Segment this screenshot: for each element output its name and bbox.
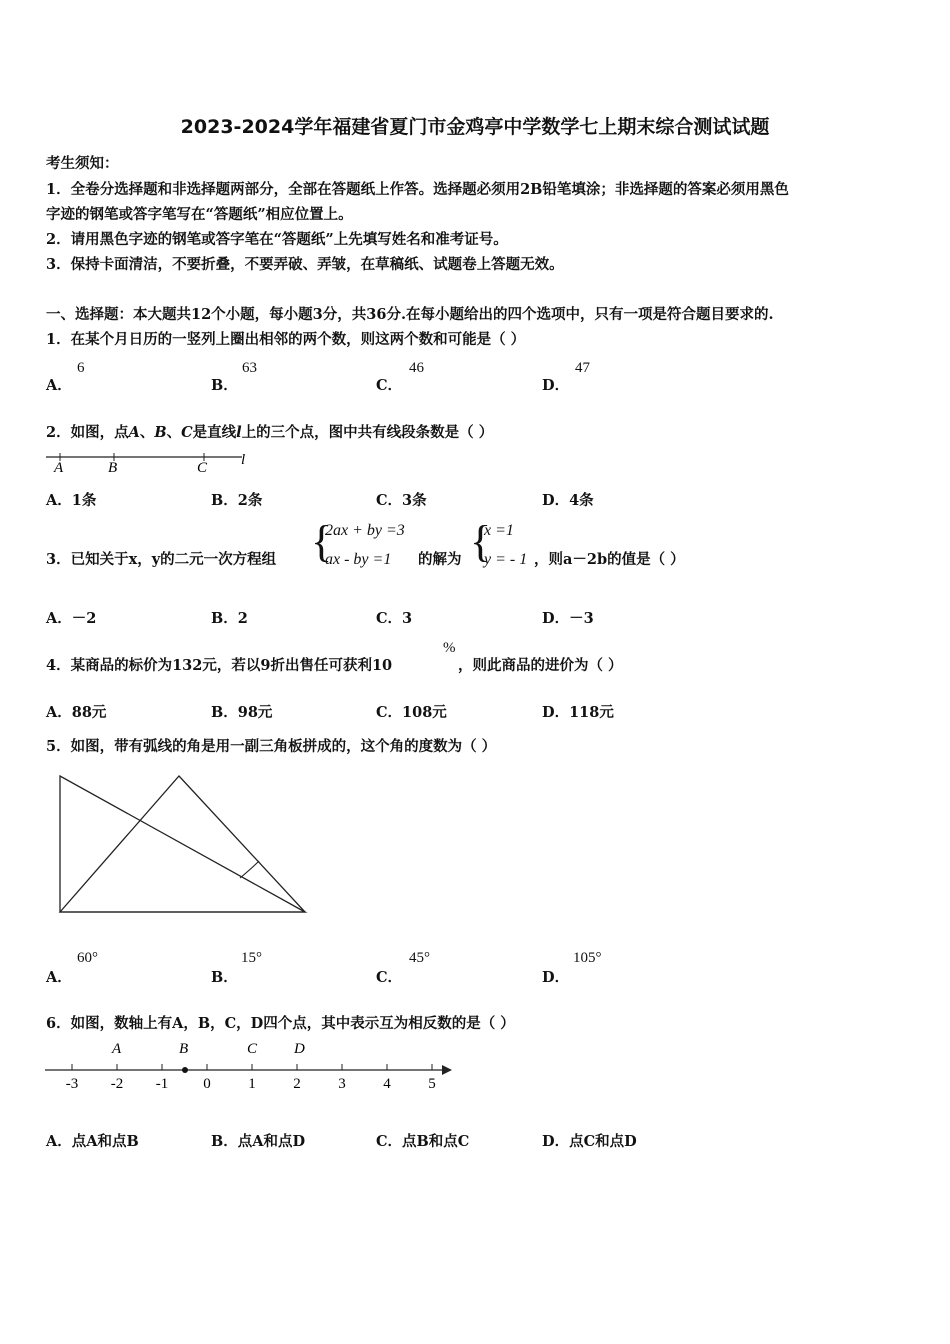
axis-tick-label: 2 [293, 1076, 301, 1092]
q3-solution-2: y = - 1 [484, 551, 528, 568]
q5-option-a-label: A． [46, 969, 72, 986]
q4-option-d: D．118元 [542, 704, 614, 721]
point-c-label: C [197, 460, 208, 476]
q3-option-b: B．2 [211, 610, 248, 627]
notice-line-2: 2．请用黑色字迹的钢笔或答字笔在“答题纸”上先填写姓名和准考证号。 [46, 231, 508, 248]
q2-option-c: C．3条 [376, 492, 427, 509]
point-a-label: A [112, 1041, 122, 1057]
notice-heading: 考生须知： [46, 155, 119, 172]
angle-arc [240, 861, 259, 878]
q1-option-c-label: C． [376, 377, 403, 394]
q4-percent: % [443, 640, 456, 656]
q2-option-b: B．2条 [211, 492, 263, 509]
q3-option-c: C．3 [376, 610, 413, 627]
q3-stem-post: ，则a－2b的值是（ ） [534, 551, 685, 568]
notice-line-1a: 1．全卷分选择题和非选择题两部分，全部在答题纸上作答。选择题必须用2B铅笔填涂；非选择题的答案必须用黑色 [46, 181, 789, 198]
q3-equation-1: 2ax + by =3 [325, 522, 405, 539]
q5-option-b-value: 15° [241, 950, 262, 966]
q1-option-c-value: 46 [409, 360, 424, 376]
notice-line-3: 3．保持卡面清洁，不要折叠，不要弄破、弄皱，在草稿纸、试题卷上答题无效。 [46, 256, 564, 273]
axis-tick-label: 1 [248, 1076, 256, 1092]
q6-stem: 6．如图，数轴上有A，B，C，D四个点，其中表示互为相反数的是（ ） [46, 1015, 515, 1032]
q2-stem: 2．如图，点A、B、C是直线l上的三个点，图中共有线段条数是（ ） [46, 424, 494, 441]
q5-option-d-value: 105° [573, 950, 602, 966]
axis-tick-label: -3 [65, 1076, 79, 1092]
point-b-label: B [179, 1041, 189, 1057]
axis-tick-label: 5 [428, 1076, 436, 1092]
q6-option-b: B．点A和点D [211, 1133, 306, 1150]
q6-number-line [40, 1036, 460, 1094]
page-title: 2023-2024学年福建省夏门市金鸡亭中学数学七上期末综合测试试题 [180, 116, 770, 138]
axis-tick-label: 0 [203, 1076, 211, 1092]
q5-option-a-value: 60° [77, 950, 98, 966]
q3-stem-mid: 的解为 [418, 551, 462, 568]
q5-option-b-label: B． [211, 969, 238, 986]
q1-option-b-label: B． [211, 377, 238, 394]
q1-option-d-value: 47 [575, 360, 590, 376]
section-heading: 一、选择题：本大题共12个小题，每小题3分，共36分.在每小题给出的四个选项中，只有一项是符合题目要求的. [46, 306, 774, 323]
q1-option-d-label: D． [542, 377, 570, 394]
q3-system-brace: { [311, 517, 333, 566]
q5-option-c-value: 45° [409, 950, 430, 966]
q3-solution-1: x =1 [484, 522, 514, 539]
q5-triangle-figure [52, 768, 314, 920]
notice-line-1b: 字迹的钢笔或答字笔写在“答题纸”相应位置上。 [46, 206, 353, 223]
q4-option-b: B．98元 [211, 704, 273, 721]
q3-equation-2: ax - by =1 [325, 551, 392, 568]
q3-option-a: A．－2 [46, 610, 97, 627]
q6-option-c: C．点B和点C [376, 1133, 470, 1150]
q1-option-a-label: A． [46, 377, 72, 394]
q5-option-d-label: D． [542, 969, 570, 986]
point-a-label: A [54, 460, 64, 476]
q6-option-a: A．点A和点B [46, 1133, 139, 1150]
q1-stem: 1．在某个月日历的一竖列上圈出相邻的两个数，则这两个数和可能是（ ） [46, 331, 526, 348]
axis-arrow [442, 1065, 452, 1075]
q5-stem: 5．如图，带有弧线的角是用一副三角板拼成的，这个角的度数为（ ） [46, 738, 497, 755]
point-c-label: C [247, 1041, 258, 1057]
q4-option-a: A．88元 [46, 704, 107, 721]
line-l-label: l [241, 452, 246, 468]
q2-line-figure [44, 450, 264, 476]
point-b-label: B [108, 460, 118, 476]
q2-option-d: D．4条 [542, 492, 594, 509]
axis-tick-label: -2 [110, 1076, 124, 1092]
q3-solution-brace: { [470, 517, 492, 566]
q4-stem-pre: 4．某商品的标价为132元，若以9折出售任可获利10 [46, 657, 393, 674]
axis-tick-label: -1 [155, 1076, 169, 1092]
q3-stem-pre: 3．已知关于x，y的二元一次方程组 [46, 551, 277, 568]
triangle-left [60, 776, 305, 912]
q5-option-c-label: C． [376, 969, 403, 986]
q6-option-d: D．点C和点D [542, 1133, 637, 1150]
axis-tick-label: 4 [383, 1076, 391, 1092]
q2-option-a: A．1条 [46, 492, 97, 509]
point-d-label: D [294, 1041, 305, 1057]
axis-tick-label: 3 [338, 1076, 346, 1092]
q3-option-d: D．－3 [542, 610, 594, 627]
q4-stem-post: ，则此商品的进价为（ ） [458, 657, 623, 674]
point-b-dot [182, 1067, 188, 1073]
q1-option-b-value: 63 [242, 360, 257, 376]
q4-option-c: C．108元 [376, 704, 447, 721]
q1-option-a-value: 6 [77, 360, 85, 376]
